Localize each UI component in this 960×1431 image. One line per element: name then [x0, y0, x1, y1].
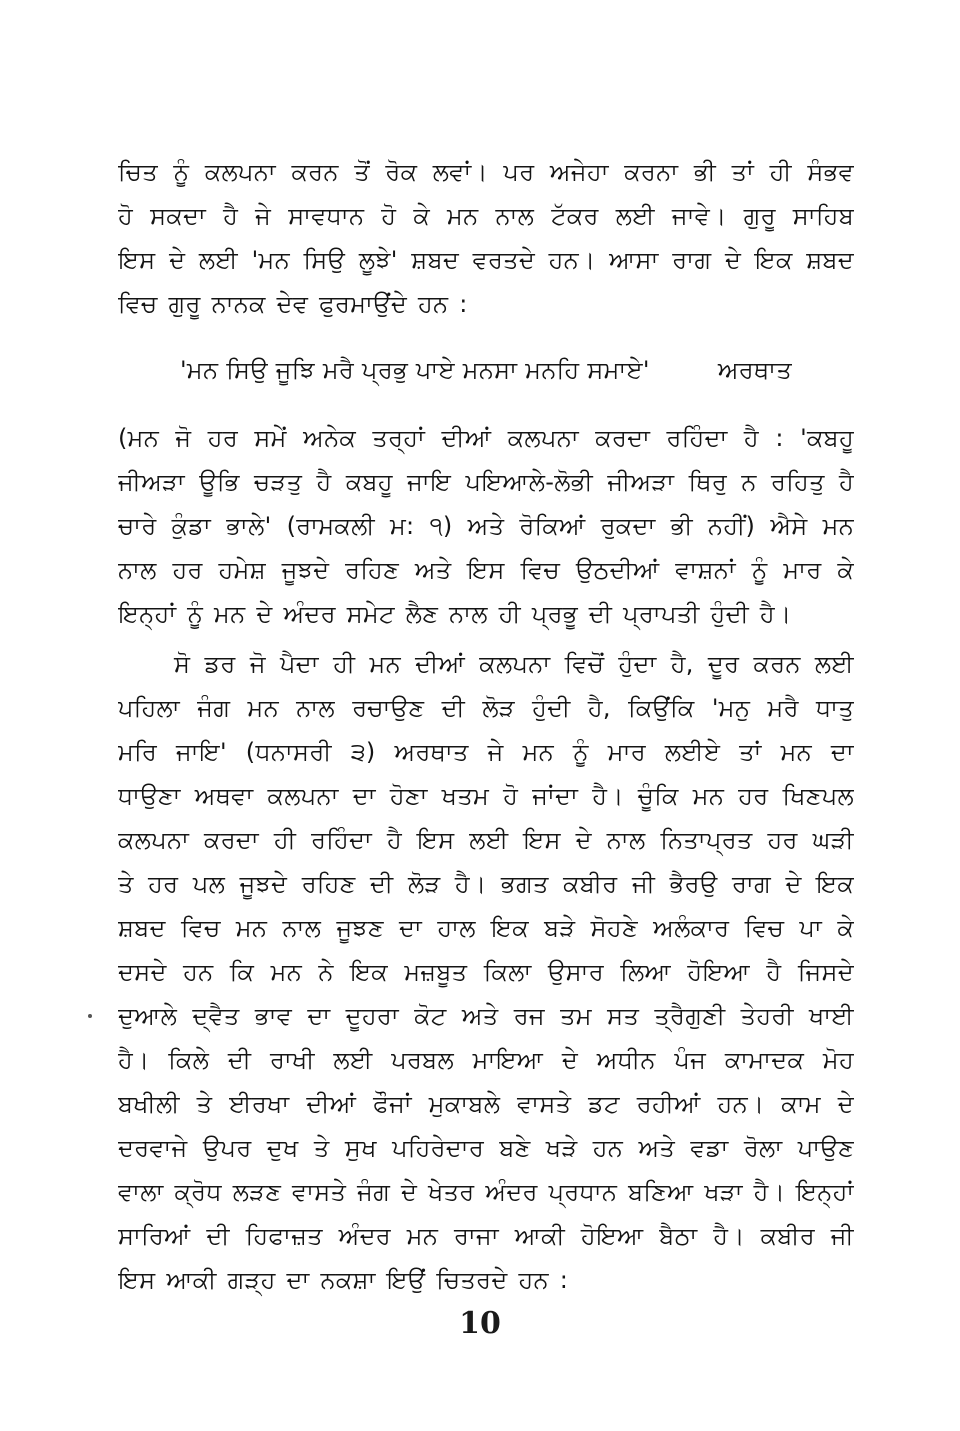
text-line: ਸਾਰਿਆਂ ਦੀ ਹਿਫਾਜ਼ਤ ਅੰਦਰ ਮਨ ਰਾਜਾ ਆਕੀ ਹੋਇਆ ਬੈਠਾ ਹੈ। ਕਬੀਰ ਜੀ [118, 1222, 854, 1250]
text-line: ਕਲਪਨਾ ਕਰਦਾ ਹੀ ਰਹਿੰਦਾ ਹੈ ਇਸ ਲਈ ਇਸ ਦੇ ਨਾਲ ਨਿਤਾਪ੍ਰਤ ਹਰ ਘੜੀ [118, 826, 854, 854]
text-line: ਵਿਚ ਗੁਰੂ ਨਾਨਕ ਦੇਵ ਫੁਰਮਾਉਂਦੇ ਹਨ : [118, 290, 468, 318]
paragraph-1 [118, 150, 854, 326]
text-line: (ਮਨ ਜੋ ਹਰ ਸਮੇਂ ਅਨੇਕ ਤਰ੍ਹਾਂ ਦੀਆਂ ਕਲਪਨਾ ਕਰਦਾ ਰਹਿੰਦਾ ਹੈ : 'ਕਬਹੂ [118, 424, 854, 452]
text-line: ਪਹਿਲਾ ਜੰਗ ਮਨ ਨਾਲ ਰਚਾਉਣ ਦੀ ਲੋੜ ਹੁੰਦੀ ਹੈ, ਕਿਉਂਕਿ 'ਮਨੁ ਮਰੈ ਧਾਤੁ [118, 694, 854, 722]
text-line: ਜੀਅੜਾ ਊਭਿ ਚੜਤੁ ਹੈ ਕਬਹੂ ਜਾਇ ਪਇਆਲੇ-ਲੋਭੀ ਜੀਅੜਾ ਥਿਰੁ ਨ ਰਹਿਤੁ ਹੈ [118, 468, 854, 496]
text-line: ਇਸ ਦੇ ਲਈ 'ਮਨ ਸਿਉ ਲੂਝੇ' ਸ਼ਬਦ ਵਰਤਦੇ ਹਨ। ਆਸਾ ਰਾਗ ਦੇ ਇਕ ਸ਼ਬਦ [118, 246, 854, 274]
text-line: ਮਰਿ ਜਾਇ' (ਧਨਾਸਰੀ ੩) ਅਰਥਾਤ ਜੇ ਮਨ ਨੂੰ ਮਾਰ ਲਈਏ ਤਾਂ ਮਨ ਦਾ [118, 738, 854, 766]
text-line: ਸ਼ਬਦ ਵਿਚ ਮਨ ਨਾਲ ਜੂਝਣ ਦਾ ਹਾਲ ਇਕ ਬੜੇ ਸੋਹਣੇ ਅਲੰਕਾਰ ਵਿਚ ਪਾ ਕੇ [118, 914, 854, 942]
quote-trailing-word: ਅਰਥਾਤ [717, 356, 792, 384]
text-line: ਵਾਲਾ ਕ੍ਰੋਧ ਲੜਣ ਵਾਸਤੇ ਜੰਗ ਦੇ ਖੇਤਰ ਅੰਦਰ ਪ੍ਰਧਾਨ ਬਣਿਆ ਖੜਾ ਹੈ। ਇਨ੍ਹਾਂ [118, 1178, 854, 1206]
text-line: ਹੈ। ਕਿਲੇ ਦੀ ਰਾਖੀ ਲਈ ਪਰਬਲ ਮਾਇਆ ਦੇ ਅਧੀਨ ਪੰਜ ਕਾਮਾਦਕ ਮੋਹ [118, 1046, 854, 1074]
text-line: ਚਾਰੇ ਕੁੰਡਾ ਭਾਲੇ' (ਰਾਮਕਲੀ ਮ: ੧) ਅਤੇ ਰੋਕਿਆਂ ਰੁਕਦਾ ਭੀ ਨਹੀਂ) ਐਸੇ ਮਨ [118, 512, 854, 540]
text-line: ਦੁਆਲੇ ਦ੍ਵੈਤ ਭਾਵ ਦਾ ਦੂਹਰਾ ਕੋਟ ਅਤੇ ਰਜ ਤਮ ਸਤ ਤ੍ਰੈਗੁਣੀ ਤੇਹਰੀ ਖਾਈ [118, 1002, 854, 1030]
text-line: ਸੋ ਡਰ ਜੋ ਪੈਦਾ ਹੀ ਮਨ ਦੀਆਂ ਕਲਪਨਾ ਵਿਚੋਂ ਹੁੰਦਾ ਹੈ, ਦੂਰ ਕਰਨ ਲਈ [174, 650, 854, 678]
text-line: ਬਖੀਲੀ ਤੇ ਈਰਖਾ ਦੀਆਂ ਫੌਜਾਂ ਮੁਕਾਬਲੇ ਵਾਸਤੇ ਡਟ ਰਹੀਆਂ ਹਨ। ਕਾਮ ਦੇ [118, 1090, 854, 1118]
text-line: ਦਸਦੇ ਹਨ ਕਿ ਮਨ ਨੇ ਇਕ ਮਜ਼ਬੂਤ ਕਿਲਾ ਉਸਾਰ ਲਿਆ ਹੋਇਆ ਹੈ ਜਿਸਦੇ [118, 958, 854, 986]
page-number: 10 [459, 1306, 501, 1341]
text-line: ਚਿਤ ਨੂੰ ਕਲਪਨਾ ਕਰਨ ਤੋਂ ਰੋਕ ਲਵਾਂ। ਪਰ ਅਜੇਹਾ ਕਰਨਾ ਭੀ ਤਾਂ ਹੀ ਸੰਭਵ [118, 158, 854, 186]
text-line: ਇਸ ਆਕੀ ਗੜ੍ਹ ਦਾ ਨਕਸ਼ਾ ਇਉਂ ਚਿਤਰਦੇ ਹਨ : [118, 1266, 569, 1294]
text-line: ਨਾਲ ਹਰ ਹਮੇਸ਼ ਜੂਝਦੇ ਰਹਿਣ ਅਤੇ ਇਸ ਵਿਚ ਉਠਦੀਆਂ ਵਾਸ਼ਨਾਂ ਨੂੰ ਮਾਰ ਕੇ [118, 556, 854, 584]
text-line: ਹੋ ਸਕਦਾ ਹੈ ਜੇ ਸਾਵਧਾਨ ਹੋ ਕੇ ਮਨ ਨਾਲ ਟੱਕਰ ਲਈ ਜਾਵੇ। ਗੁਰੂ ਸਾਹਿਬ [118, 202, 854, 230]
text-line: ਧਾਉਣਾ ਅਥਵਾ ਕਲਪਨਾ ਦਾ ਹੋਣਾ ਖਤਮ ਹੋ ਜਾਂਦਾ ਹੈ। ਚੂੰਕਿ ਮਨ ਹਰ ਖਿਣਪਲ [118, 782, 854, 810]
scripture-quote [180, 348, 792, 392]
quote-text: 'ਮਨ ਸਿਉ ਜੂਝਿ ਮਰੈ ਪ੍ਰਭੁ ਪਾਏ ਮਨਸਾ ਮਨਹਿ ਸਮਾਏ' [180, 356, 650, 384]
scan-speck [88, 1014, 92, 1018]
paragraph-2 [118, 416, 854, 636]
text-line: ਤੇ ਹਰ ਪਲ ਜੂਝਦੇ ਰਹਿਣ ਦੀ ਲੋੜ ਹੈ। ਭਗਤ ਕਬੀਰ ਜੀ ਭੈਰਉ ਰਾਗ ਦੇ ਇਕ [118, 870, 854, 898]
text-line: ਦਰਵਾਜੇ ਉਪਰ ਦੁਖ ਤੇ ਸੁਖ ਪਹਿਰੇਦਾਰ ਬਣੇ ਖੜੇ ਹਨ ਅਤੇ ਵਡਾ ਰੋਲਾ ਪਾਉਣ [118, 1134, 854, 1162]
text-line: ਇਨ੍ਹਾਂ ਨੂੰ ਮਨ ਦੇ ਅੰਦਰ ਸਮੇਟ ਲੈਣ ਨਾਲ ਹੀ ਪ੍ਰਭੂ ਦੀ ਪ੍ਰਾਪਤੀ ਹੁੰਦੀ ਹੈ। [118, 600, 792, 628]
paragraph-3 [118, 642, 854, 1302]
